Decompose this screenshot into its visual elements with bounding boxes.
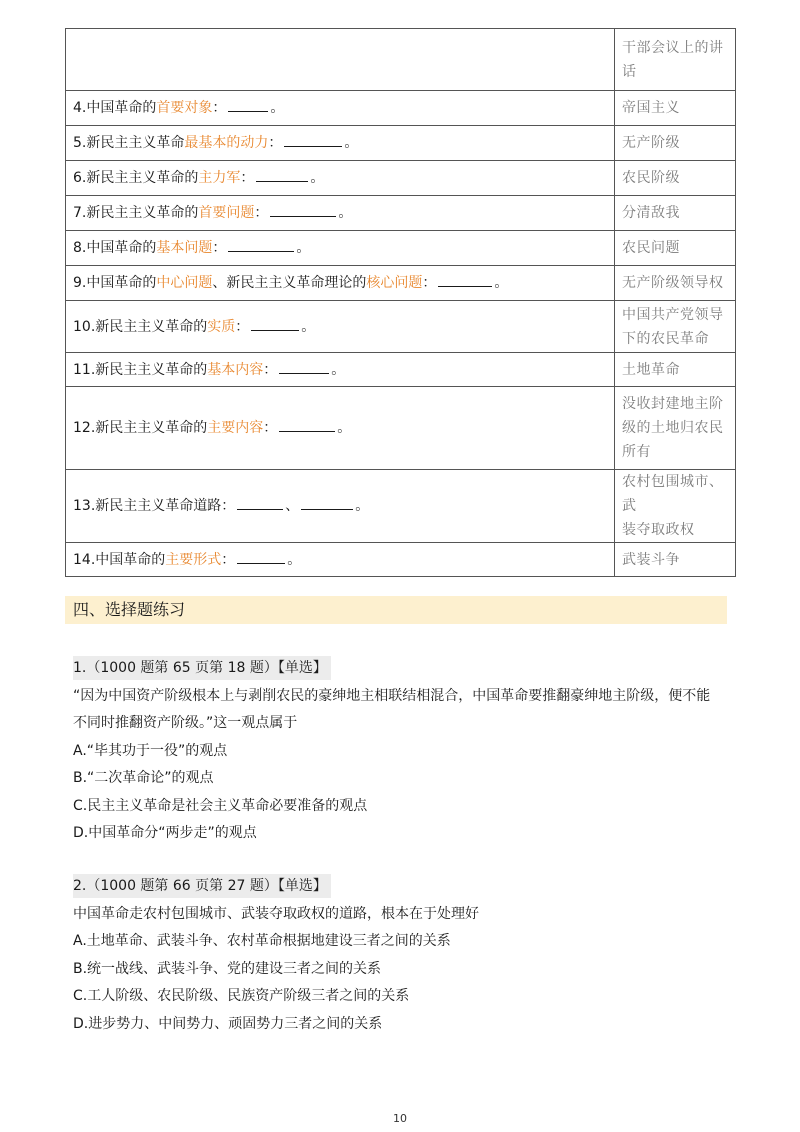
answer-cell [615,470,736,543]
question-text: ： [212,240,227,256]
question-text: 13.新民主主义革命道路： [73,498,236,514]
answer-text: 中国共产党领导 [622,306,724,323]
answer-text: 话 [622,63,637,80]
question-1-option-b: B.“二次革命论”的观点 [73,770,214,786]
answer-text: 农村包围城市、武 [622,474,724,514]
question-text: ： [212,100,227,116]
question-text: 10.新民主主义革命的 [73,318,208,335]
highlight-keyword: 基本问题 [156,240,213,256]
table-row [66,126,736,161]
question-text: 6.新民主主义革命的 [73,170,199,186]
question-text: 。 [494,275,509,291]
answer-cell [615,126,736,161]
question-text: 5.新民主主义革命 [73,135,185,151]
table-row [66,91,736,126]
table-row [66,543,736,577]
question-text: 11.新民主主义革命的 [73,361,208,378]
question-cell [66,301,615,353]
question-1-head: 1.（1000 题第 65 页第 18 题）【单选】 [73,656,331,680]
answer-text: 农民阶级 [622,170,680,186]
table-row [66,353,736,387]
answer-text: 干部会议上的讲 [622,39,724,56]
answer-text: 级的土地归农民 [622,420,724,436]
question-1-option-c: C.民主主义革命是社会主义革命必要准备的观点 [73,797,368,814]
table-row [66,161,736,196]
question-cell [66,196,615,231]
table-row [66,266,736,301]
answer-blank [228,98,268,112]
question-text: ： [263,420,278,436]
question-text: ： [221,551,236,568]
question-text: ： [268,135,283,151]
highlight-keyword: 主力军 [198,170,241,186]
question-text: ： [422,275,437,291]
highlight-keyword: 首要问题 [198,205,255,221]
answer-blank [237,550,285,564]
answer-cell [615,161,736,196]
highlight-keyword: 中心问题 [156,275,213,291]
answer-cell [615,387,736,470]
question-2 [73,873,479,1038]
question-text: 。 [301,318,316,335]
question-cell [66,161,615,196]
answer-cell [615,353,736,387]
highlight-keyword: 基本内容 [207,361,264,378]
answer-blank [251,317,299,331]
table-row [66,196,736,231]
highlight-keyword: 核心问题 [366,275,423,291]
question-text: 12.新民主主义革命的 [73,420,208,436]
answer-text: 装夺取政权 [622,522,695,538]
highlight-keyword: 首要对象 [156,100,213,116]
question-cell [66,231,615,266]
highlight-keyword: 最基本的动力 [184,135,269,151]
question-2-stem-line: 中国革命走农村包围城市、武装夺取政权的道路，根本在于处理好 [73,905,479,922]
question-text: 。 [355,498,370,514]
answer-blank [228,238,294,252]
question-text: 。 [310,170,325,186]
question-1-stem-line: 不同时推翻资产阶级。”这一观点属于 [73,715,298,731]
answer-blank [279,418,335,432]
question-1-stem-line: “因为中国资产阶级根本上与剥削农民的豪绅地主相联结相混合，中国革命要推翻豪绅地主阶级，便不能 [73,687,711,704]
question-text: 14.中国革命的 [73,551,166,568]
question-2-head: 2.（1000 题第 66 页第 27 题）【单选】 [73,874,331,898]
highlight-keyword: 主要形式 [165,551,222,568]
question-2-option-d: D.进步势力、中间势力、顽固势力三者之间的关系 [73,1015,383,1032]
answer-blank [438,273,492,287]
answer-text: 分清敌我 [622,205,680,221]
answer-cell [615,196,736,231]
question-cell [66,29,615,91]
answer-cell [615,231,736,266]
answer-cell [615,29,736,91]
question-2-option-a: A.土地革命、武装斗争、农村革命根据地建设三者之间的关系 [73,933,451,949]
question-text: ： [263,361,278,378]
answer-text: 土地革命 [622,361,680,378]
table-row [66,387,736,470]
question-1-option-d: D.中国革命分“两步走”的观点 [73,825,257,841]
answer-cell [615,91,736,126]
answer-blank [279,360,329,374]
answer-text: 帝国主义 [622,100,680,116]
question-text: 。 [270,100,285,116]
answer-text: 武装斗争 [622,551,680,568]
question-text: 7.新民主主义革命的 [73,205,199,221]
question-text: 8.中国革命的 [73,240,157,256]
answer-cell [615,543,736,577]
question-cell [66,387,615,470]
page-number: 10 [393,1112,407,1125]
question-cell [66,543,615,577]
highlight-keyword: 实质 [207,318,236,335]
question-cell [66,91,615,126]
answer-cell [615,301,736,353]
question-text: 。 [344,135,359,151]
answer-blank [256,168,308,182]
question-2-option-c: C.工人阶级、农民阶级、民族资产阶级三者之间的关系 [73,988,410,1004]
question-text: 。 [287,551,302,568]
question-text: 、新民主主义革命理论的 [212,275,367,291]
knowledge-table [65,28,736,577]
question-text: ： [240,170,255,186]
section-title: 四、选择题练习 [65,596,727,624]
answer-text: 没收封建地主阶 [622,396,724,412]
answer-text: 所有 [622,444,651,460]
answer-cell [615,266,736,301]
question-text: 。 [337,420,352,436]
question-1 [73,655,710,848]
table-row [66,231,736,266]
question-1-option-a: A.“毕其功于一役”的观点 [73,742,228,759]
question-text: ： [235,318,250,335]
answer-blank [301,496,353,510]
answer-blank [284,133,342,147]
highlight-keyword: 主要内容 [207,420,264,436]
question-cell [66,126,615,161]
question-text: 、 [285,498,300,514]
answer-text: 无产阶级 [622,135,680,151]
question-text: 。 [296,240,311,256]
question-text: 9.中国革命的 [73,275,157,291]
question-cell [66,470,615,543]
answer-blank [237,496,283,510]
question-cell [66,266,615,301]
answer-text: 下的农民革命 [622,330,709,347]
answer-text: 农民问题 [622,240,680,256]
question-2-option-b: B.统一战线、武装斗争、党的建设三者之间的关系 [73,960,382,977]
question-text: ： [254,205,269,221]
answer-blank [270,203,336,217]
question-text: 。 [331,361,346,378]
answer-text: 无产阶级领导权 [622,275,724,291]
table-row [66,29,736,91]
table-row [66,470,736,543]
table-row [66,301,736,353]
question-text: 4.中国革命的 [73,100,157,116]
question-text: 。 [338,205,353,221]
question-cell [66,353,615,387]
